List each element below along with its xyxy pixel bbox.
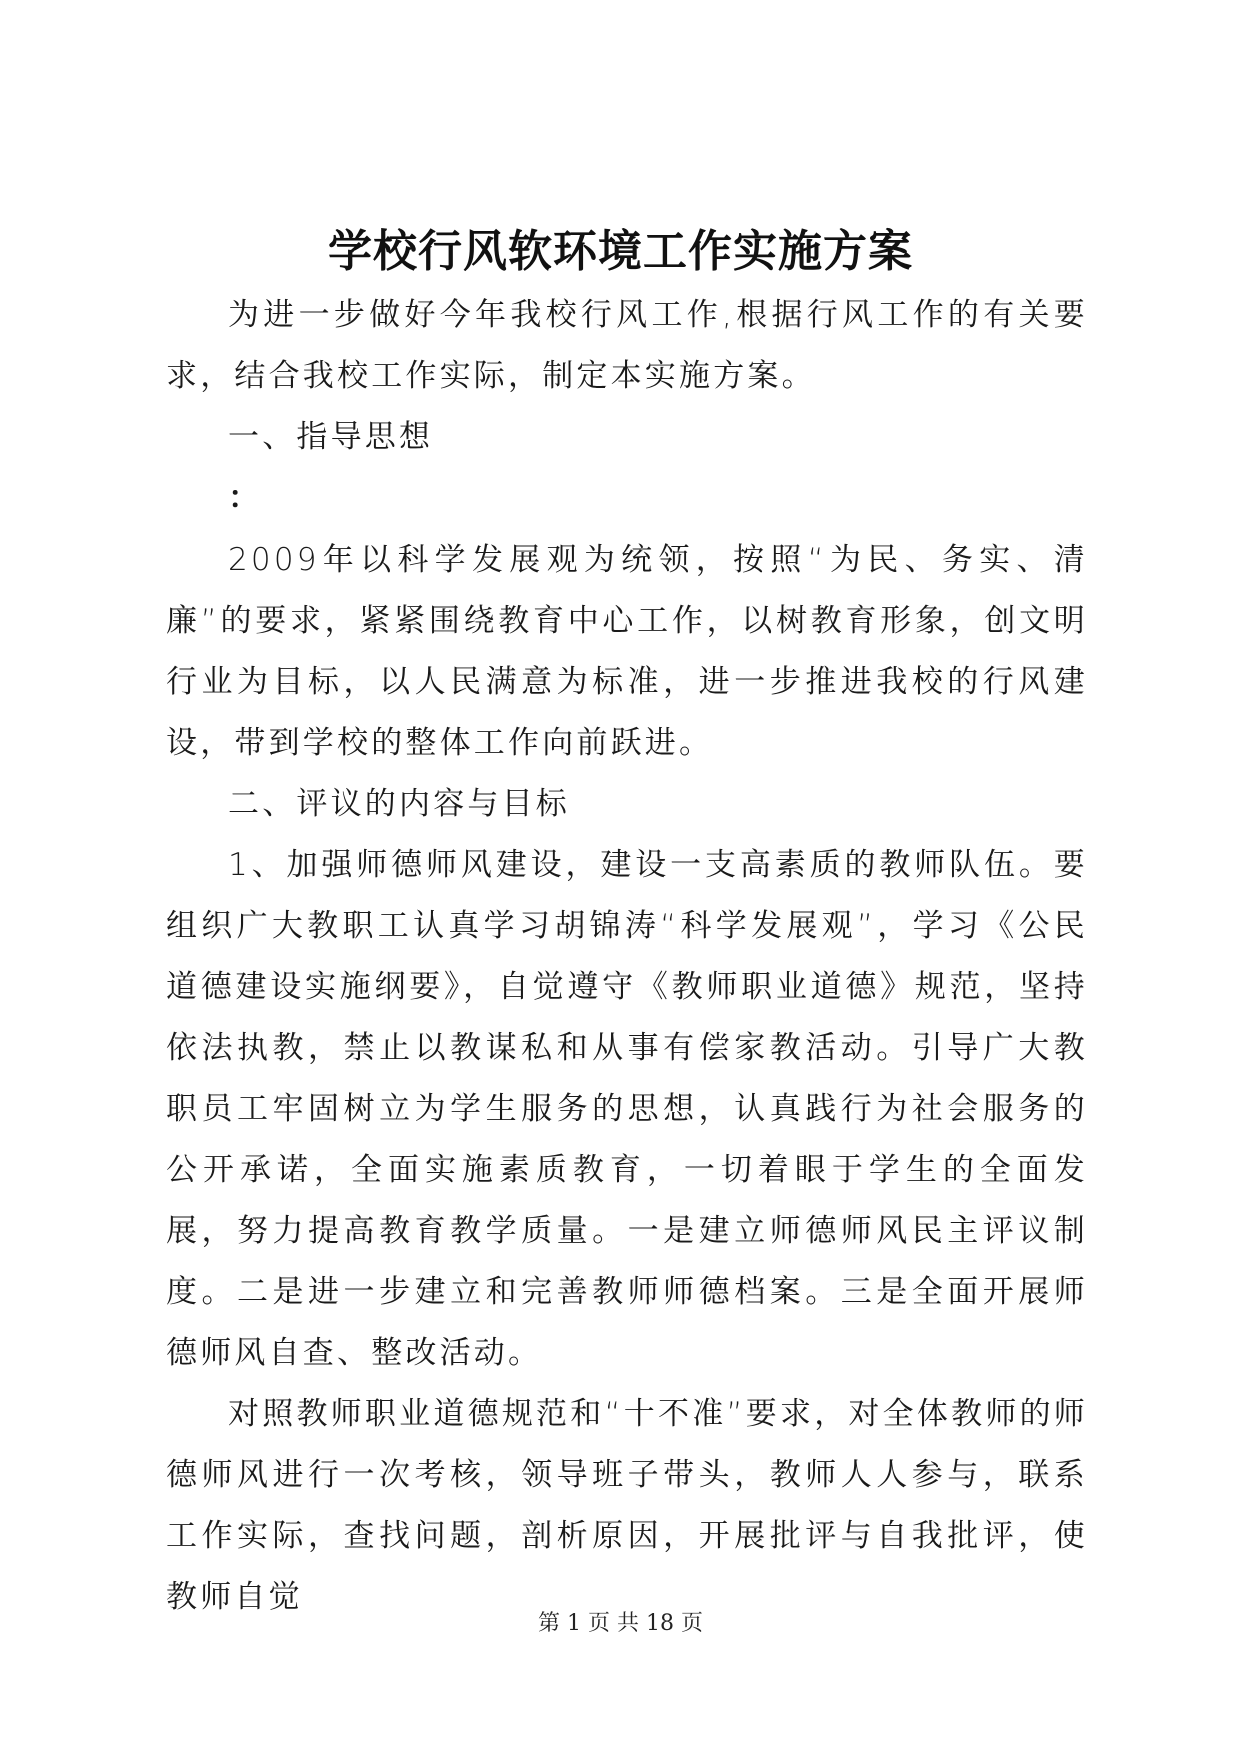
section-heading-content-goals: 二、评议的内容与目标	[228, 786, 570, 822]
document-title: 学校行风软环境工作实施方案	[328, 226, 913, 277]
paragraph-teacher-ethics: 1、加强师德师风建设，建设一支高素质的教师队伍。要组织广大教职工认真学习胡锦涛“科学发展观”，学习《公民道德建设实施纲要》，自觉遵守《教师职业道德》规范，坚持依法执教，禁止以教谋私和从事有偿家教活动。引导广大教职员工牢固树立为学生服务的思想，认真践行为社会服务的公开承诺，全面实施素质教育，一切着眼于学生的全面发展，努力提高教育教学质量。一是建立师德师风民主评议制度。二是进一步建立和完善教师师德档案。三是全面开展师德师风自查、整改活动。	[166, 847, 1088, 1371]
document-body	[166, 285, 1088, 1628]
section-heading-guiding-ideology: 一、指导思想	[228, 419, 434, 455]
page-footer: 第 1 页 共 18 页	[538, 1611, 703, 1636]
colon-line: ：	[228, 480, 263, 516]
paragraph-guiding-ideology: 2009年以科学发展观为统领，按照“为民、务实、清廉”的要求，紧紧围绕教育中心工作，以树教育形象，创文明行业为目标，以人民满意为标准，进一步推进我校的行风建设，带到学校的整体工作向前跃进。	[166, 542, 1088, 761]
paragraph-evaluation: 对照教师职业道德规范和“十不准”要求，对全体教师的师德师风进行一次考核，领导班子带头，教师人人参与，联系工作实际，查找问题，剖析原因，开展批评与自我批评，使教师自觉	[166, 1396, 1088, 1615]
paragraph-intro: 为进一步做好今年我校行风工作,根据行风工作的有关要求，结合我校工作实际，制定本实施方案。	[166, 297, 1088, 394]
